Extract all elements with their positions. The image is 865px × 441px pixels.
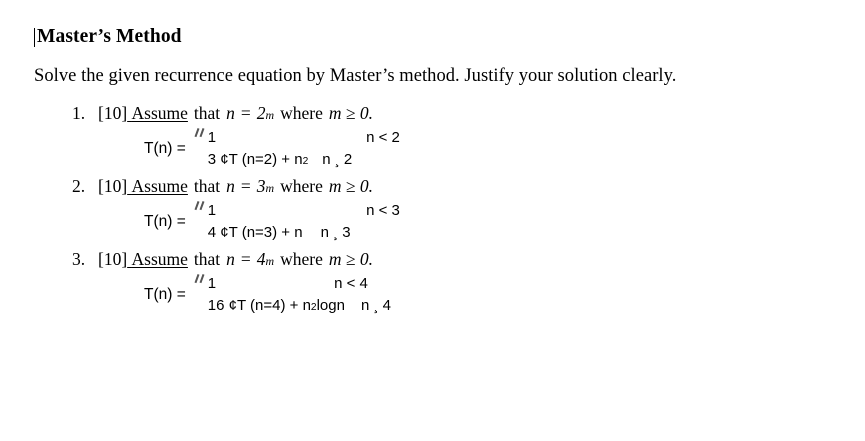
equation-1 (34, 126, 845, 172)
case-condition-1b: n ¸ 2 (322, 151, 353, 168)
base-1: 2 (256, 103, 266, 123)
problem-marks-3: [10] (98, 249, 128, 269)
case-condition-1a: n < 2 (366, 128, 400, 146)
assume-label-1: Assume (131, 103, 188, 123)
problem-number-1: 1. (72, 103, 86, 123)
case-brace-icon-1 (192, 126, 208, 172)
equation-lhs-1: T(n) = (144, 140, 186, 157)
variable-1: n (226, 103, 235, 123)
condition-1: m ≥ 0. (328, 103, 374, 123)
case-expression-2b: 4 ¢T (n=3) + n (207, 224, 303, 241)
equation-case-row: 16 ¢T (n=4) + n 2 logn n ¸ 4 (208, 295, 391, 318)
equation-cases-1 (208, 127, 400, 172)
condition-2: m ≥ 0. (328, 176, 374, 196)
equation-cases-2 (208, 200, 400, 245)
case-condition-2b: n ¸ 3 (320, 224, 351, 241)
problem-number-2: 2. (72, 176, 86, 196)
problem-marks-1: [10] (98, 103, 128, 123)
case-expression-2a: 1 (207, 201, 217, 219)
list-item (34, 103, 845, 172)
case-brace-icon-3 (192, 272, 208, 318)
equals-1: = (240, 103, 251, 123)
equation-case-row (208, 127, 400, 150)
assume-label-2: Assume (131, 176, 188, 196)
equals-2: = (240, 176, 251, 196)
where-3: where (280, 249, 323, 269)
case-condition-2a: n < 3 (366, 201, 400, 219)
equation-lhs-3: T(n) = (144, 286, 186, 303)
where-2: where (280, 176, 323, 196)
intro-paragraph: Solve the given recurrence equation by Master’s method. Justify your solution clearly. (34, 66, 677, 86)
equation-case-row: 3 ¢T (n=2) + n 2 n ¸ 2 (208, 149, 400, 172)
equation-case-row (208, 222, 400, 245)
equation-case-row (208, 273, 391, 296)
problem-statement-1: 1. [10] Assume that n = 2 m where m ≥ 0. (72, 103, 374, 123)
case-condition-3a: n < 4 (334, 274, 368, 292)
base-2: 3 (256, 176, 266, 196)
case-condition-3b: n ¸ 4 (360, 297, 391, 314)
where-1: where (280, 103, 323, 123)
problem-statement-2: 2. [10] Assume that n = 3 m where m ≥ 0. (72, 176, 374, 196)
equation-2 (34, 199, 845, 245)
case-brace-icon-2 (192, 199, 208, 245)
list-item (34, 176, 845, 245)
page-title: Master’s Method (37, 26, 182, 47)
case-expression-1a: 1 (207, 128, 217, 146)
equation-lhs-2: T(n) = (144, 213, 186, 230)
case-expression-3b: 16 ¢T (n=4) + n (207, 297, 311, 314)
case-expression-tail-3b: logn (316, 297, 345, 314)
title-row (34, 26, 845, 48)
statement-pre-2: that (193, 176, 221, 196)
variable-3: n (226, 249, 235, 269)
equation-case-row (208, 200, 400, 223)
equation-cases-3 (208, 273, 391, 318)
problem-list (34, 103, 845, 318)
case-expression-1b: 3 ¢T (n=2) + n (207, 151, 303, 168)
assume-label-3: Assume (131, 249, 188, 269)
text-cursor (34, 28, 35, 47)
equation-3 (34, 272, 845, 318)
variable-2: n (226, 176, 235, 196)
list-item (34, 249, 845, 318)
equals-3: = (240, 249, 251, 269)
statement-pre-3: that (193, 249, 221, 269)
condition-3: m ≥ 0. (328, 249, 374, 269)
statement-pre-1: that (193, 103, 221, 123)
problem-marks-2: [10] (98, 176, 128, 196)
problem-statement-3: 3. [10] Assume that n = 4 m where m ≥ 0. (72, 249, 374, 269)
base-3: 4 (256, 249, 266, 269)
problem-number-3: 3. (72, 249, 86, 269)
case-expression-3a: 1 (207, 274, 217, 292)
